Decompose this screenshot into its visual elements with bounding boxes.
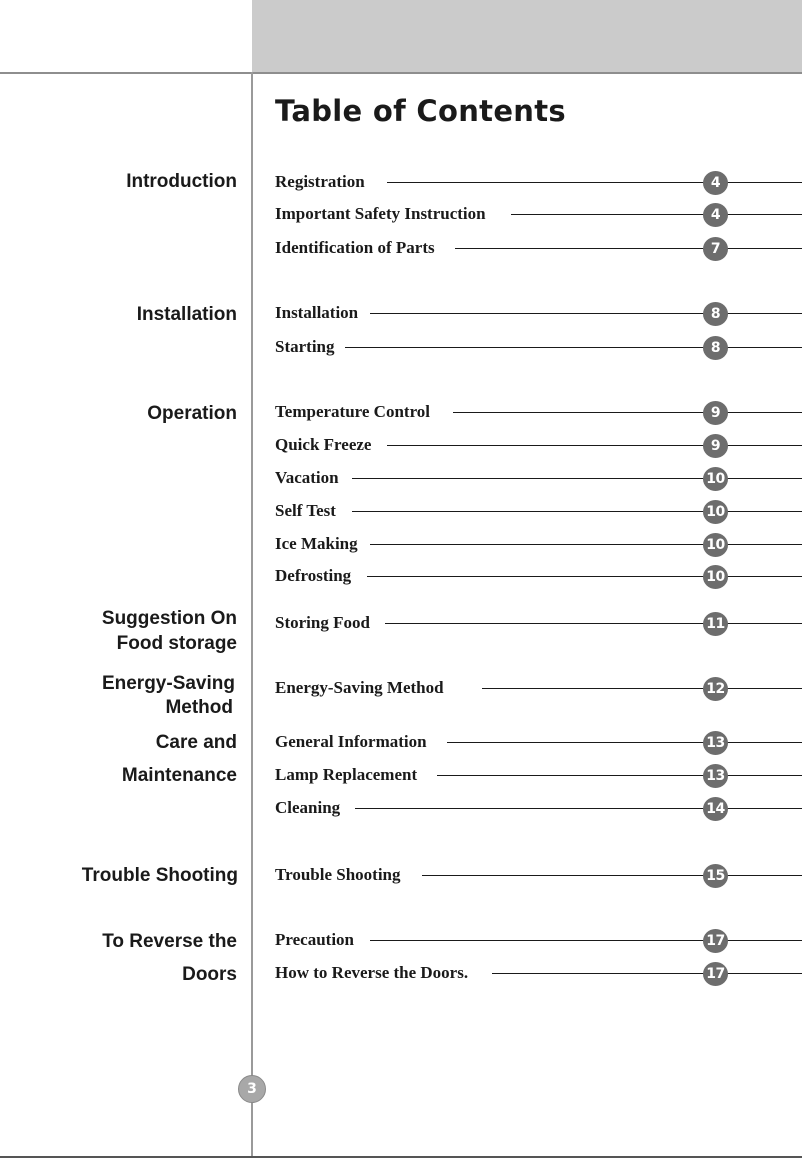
leader-line (387, 445, 802, 446)
page-badge: 10 (703, 500, 728, 524)
leader-line (352, 478, 802, 479)
toc-entry-label: Cleaning (275, 798, 341, 817)
page-badge: 10 (703, 467, 728, 491)
toc-entry-identification[interactable] (275, 237, 802, 261)
page-badge: 4 (703, 171, 728, 195)
toc-entry-label: How to Reverse the Doors. (275, 963, 469, 982)
leader-line (511, 214, 802, 215)
leader-line (385, 623, 802, 624)
page-badge: 4 (703, 203, 728, 227)
toc-entry-label: Starting (275, 337, 335, 356)
toc-entry-temperature-control[interactable] (275, 401, 802, 425)
toc-entry-registration[interactable] (275, 171, 802, 195)
page-badge: 14 (703, 797, 728, 821)
toc-entry-installation[interactable] (275, 302, 802, 326)
toc-entry-general-information[interactable] (275, 731, 802, 755)
page-number: 3 (238, 1075, 266, 1103)
toc-entry-label: Storing Food (275, 613, 370, 632)
page-badge: 10 (703, 533, 728, 557)
toc-entry-label: Important Safety Instruction (275, 204, 486, 223)
toc-entry-label: Ice Making (275, 534, 358, 553)
toc-entry-label: Lamp Replacement (275, 765, 418, 784)
page-title: Table of Contents (275, 94, 566, 128)
section-care-line1: Care and (155, 732, 237, 753)
page-badge: 17 (703, 962, 728, 986)
leader-line (453, 412, 802, 413)
toc-entry-starting[interactable] (275, 336, 802, 360)
section-energy-line2: Method (165, 697, 233, 718)
section-suggestion-line1: Suggestion On (101, 608, 237, 629)
toc-entry-lamp-replacement[interactable] (275, 764, 802, 788)
toc-entry-defrosting[interactable] (275, 565, 802, 589)
toc-entry-label: Defrosting (275, 566, 352, 585)
leader-line (447, 742, 802, 743)
page-badge: 15 (703, 864, 728, 888)
section-trouble: Trouble Shooting (81, 865, 238, 886)
page-badge: 10 (703, 565, 728, 589)
toc-entry-vacation[interactable] (275, 467, 802, 491)
section-installation: Installation (136, 304, 237, 325)
leader-line (370, 544, 802, 545)
header-band (252, 0, 802, 72)
leader-line (387, 182, 802, 183)
toc-entry-label: Self Test (275, 501, 336, 520)
leader-line (352, 511, 802, 512)
page-badge: 7 (703, 237, 728, 261)
toc-entry-label: Energy-Saving Method (275, 678, 444, 697)
page-badge: 8 (703, 336, 728, 360)
leader-line (482, 688, 802, 689)
leader-line (455, 248, 802, 249)
toc-entry-label: Vacation (275, 468, 339, 487)
page-badge: 12 (703, 677, 728, 701)
page-badge: 8 (703, 302, 728, 326)
toc-entry-energy-saving[interactable] (275, 677, 802, 701)
section-introduction: Introduction (126, 171, 237, 192)
leader-line (492, 973, 802, 974)
leader-line (345, 347, 802, 348)
vertical-rule (251, 72, 253, 1158)
toc-entry-self-test[interactable] (275, 500, 802, 524)
toc-entry-label: Installation (275, 303, 359, 322)
toc-entry-quick-freeze[interactable] (275, 434, 802, 458)
toc-entry-label: General Information (275, 732, 427, 751)
section-reverse-line2: Doors (182, 964, 237, 985)
page-badge: 11 (703, 612, 728, 636)
toc-entry-ice-making[interactable] (275, 533, 802, 557)
toc-entry-label: Precaution (275, 930, 355, 949)
section-care-line2: Maintenance (121, 765, 237, 786)
toc-entry-label: Registration (275, 172, 365, 191)
toc-entry-label: Identification of Parts (275, 238, 435, 257)
page-badge: 9 (703, 434, 728, 458)
toc-entry-label: Temperature Control (275, 402, 431, 421)
page-badge: 13 (703, 764, 728, 788)
section-operation: Operation (147, 403, 237, 424)
page-badge: 13 (703, 731, 728, 755)
section-suggestion-line2: Food storage (116, 633, 237, 654)
section-energy-line1: Energy-Saving (101, 673, 235, 694)
toc-entry-trouble-shooting[interactable] (275, 864, 802, 888)
toc-entry-cleaning[interactable] (275, 797, 802, 821)
page-badge: 17 (703, 929, 728, 953)
leader-line (437, 775, 802, 776)
toc-entry-precaution[interactable] (275, 929, 802, 953)
toc-entry-label: Quick Freeze (275, 435, 372, 454)
leader-line (367, 576, 802, 577)
leader-line (370, 313, 802, 314)
section-reverse-line1: To Reverse the (102, 931, 237, 952)
leader-line (370, 940, 802, 941)
toc-entry-reverse-doors[interactable] (275, 962, 802, 986)
leader-line (422, 875, 802, 876)
top-rule (0, 72, 802, 74)
toc-entry-storing-food[interactable] (275, 612, 802, 636)
toc-entry-label: Trouble Shooting (275, 865, 401, 884)
leader-line (355, 808, 802, 809)
page-badge: 9 (703, 401, 728, 425)
toc-entry-safety[interactable] (275, 203, 802, 227)
